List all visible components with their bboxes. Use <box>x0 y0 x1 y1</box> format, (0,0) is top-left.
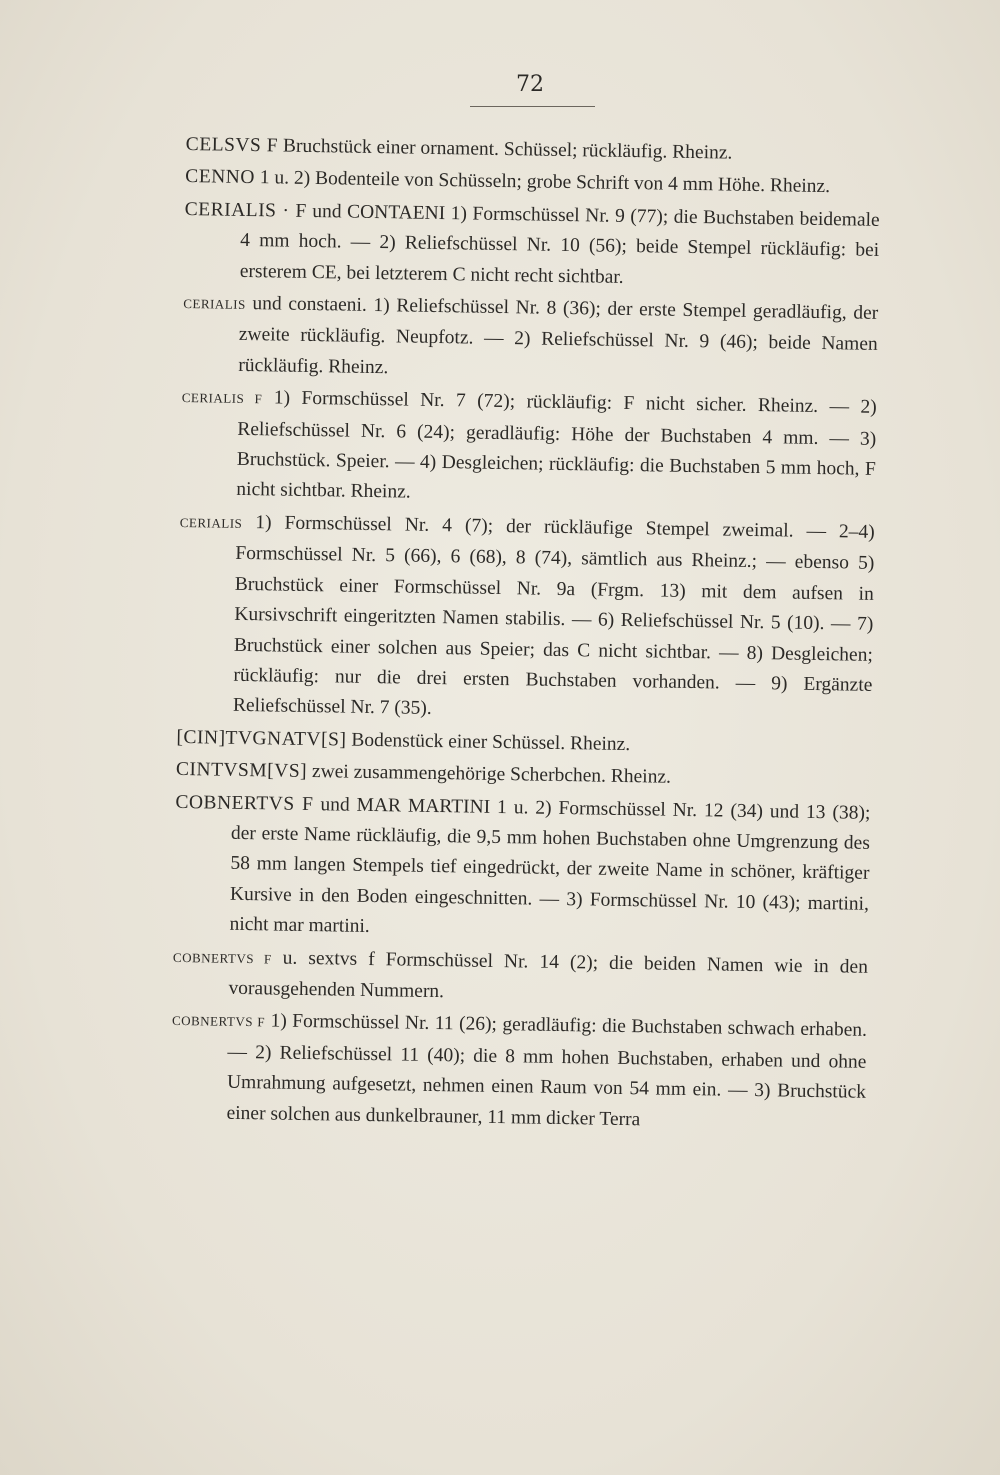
entry-cerialis-constaeni <box>182 288 878 391</box>
entry-head: CERIALIS F <box>181 390 263 407</box>
entry-text: und MAR MARTINI 1 u. 2) Formschüssel Nr. 12 (34) und 13 (38); der erste Name rückläufig, die 9,5 mm hohen Buchstaben ohne Umgrenzung des 58 mm langen Stempels tief eingedrückt, der zweite Name in schöner, kräftiger Kursive in den Boden eingeschnitten. — 3) Formschüssel Nr. 10 (43); martini, nicht mar martini. <box>229 793 871 938</box>
entry-head: CELSVS F <box>185 133 279 157</box>
entry-text: 1) Formschüssel Nr. 7 (72); rückläufig: F nicht sicher. Rheinz. — 2) Reliefschüssel Nr. 6 (24); geradläufig: Höhe der Buchstaben 4 mm. — 3) Bruchstück. Speier. — 4) Desgleichen; rückläufig: die Buchstaben 5 mm hoch, F nicht sichtbar. Rheinz. <box>236 387 877 504</box>
entry-cerialis-f <box>180 382 877 516</box>
entry-cobnertvs-f <box>170 1005 867 1139</box>
entry-head: COBNERTVS F <box>172 949 272 967</box>
entry-text: 1 u. 2) Bodenteile von Schüsseln; grobe Schrift von 4 mm Höhe. Rheinz. <box>259 167 831 198</box>
entry-text: Bruchstück einer ornament. Schüssel; rückläufig. Rheinz. <box>282 135 733 164</box>
entry-text: und CONTAENI 1) Formschüssel Nr. 9 (77); die Buchstaben beidemale 4 mm hoch. — 2) Reliefschüssel Nr. 10 (56); beide Stempel rückläufig: bei ersterem CE, bei letzterem C nicht recht sichtbar. <box>239 200 880 288</box>
entry-head: COBNERTVS F <box>171 1013 266 1030</box>
entry-text: zwei zusammengehörige Scherbchen. Rheinz. <box>311 761 672 788</box>
entry-head: CERIALIS <box>179 514 243 531</box>
page-number: 72 <box>516 72 544 97</box>
entry-text: und constaeni. 1) Reliefschüssel Nr. 8 (36); der erste Stempel geradläufig, der zweite rückläufig. Neupfotz. — 2) Reliefschüssel Nr. 9 (46); beide Namen rückläufig. Rheinz. <box>238 293 879 379</box>
entry-head: CERIALIS · F <box>184 198 308 222</box>
page-body <box>170 130 881 1141</box>
entry-head: [CIN]TVGNATV[S] <box>176 726 347 751</box>
entry-head: COBNERTVS F <box>175 791 314 815</box>
entry-text: 1) Formschüssel Nr. 11 (26); geradläufig: die Buchstaben schwach erhaben. — 2) Reliefschüssel 11 (40); die 8 mm hohen Buchstaben, erhaben und ohne Umrahmung aufgesetzt, nehmen einen Raum von 54 mm ein. — 3) Bruchstück einer solchen aus dunkelbrauner, 11 mm dicker Terra <box>226 1010 868 1130</box>
entry-text: Bodenstück einer Schüssel. Rheinz. <box>351 729 631 755</box>
entry-text: 1) Formschüssel Nr. 4 (7); der rückläufige Stempel zweimal. — 2–4) Formschüssel Nr. 5 (66), 6 (68), 8 (74), sämtlich aus Rheinz.; — ebenso 5) Bruchstück einer Formschüssel Nr. 9a (Frgm. 13) mit dem aufsen in Kursivschrift eingeritzten Namen stabilis. — 6) Reliefschüssel Nr. 5 (10). — 7) Bruchstück einer solchen aus Speier; das C nicht sichtbar. — 8) Desgleichen; rückläufig: nur die drei ersten Buchstaben vorhanden. — 9) Ergänzte Reliefschüssel Nr. 7 (35). <box>232 512 875 720</box>
entry-cobnertvs-martini <box>173 787 870 950</box>
entry-cerialis-contaeni <box>184 195 880 297</box>
entry-head: CENNO <box>185 166 256 189</box>
entry-text: u. sextvs f Formschüssel Nr. 14 (2); die beiden Namen wie in den vorausgehenden Nummern. <box>228 947 869 1003</box>
entry-head: CERIALIS <box>183 296 246 312</box>
entry-cobnertvs-sextvs <box>172 941 868 1014</box>
entry-cerialis <box>177 507 875 732</box>
entry-head: CINTVSM[VS] <box>175 759 308 783</box>
page-number-rule <box>470 106 595 107</box>
